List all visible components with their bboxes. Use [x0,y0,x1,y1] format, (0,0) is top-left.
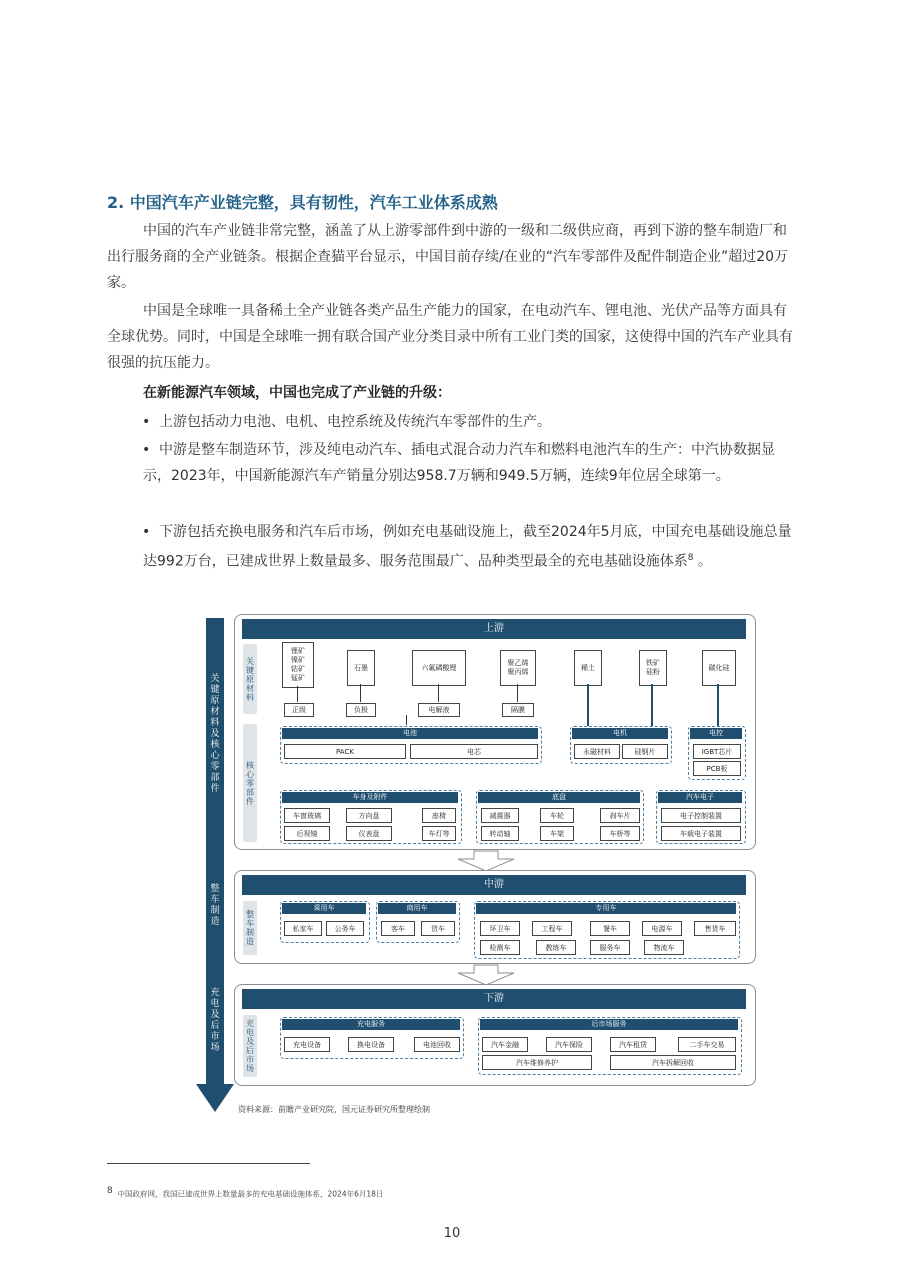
arrow [517,684,518,702]
bullet-text: 上游包括动力电池、电机、电控系统及传统汽车零部件的生产。 [159,414,551,430]
source-note: 资料来源：前瞻产业研究院，国元证券研究所整理绘制 [238,1105,430,1114]
paragraph-2: 中国是全球唯一具备稀土全产业链各类产品生产能力的国家，在电动汽车、锂电池、光伏产品等方面具有全球优势。同时，中国是全球唯一拥有联合国产业分类目录中所有工业门类的国家，这使得中国的汽车产业具有很强的抗压能力。 [107,303,793,371]
after-item: 汽车维修养护 [482,1055,592,1070]
passenger-item: 私家车 [284,921,322,936]
material-polymer: 聚乙烯 聚丙烯 [500,650,536,686]
control-title: 电控 [690,728,742,739]
after-item: 二手车交易 [678,1037,736,1052]
arrow-label-downstream: 充电及后市场 [210,988,220,1053]
chassis-item: 车轮 [540,808,574,823]
bullet-text: 下游包括充换电服务和汽车后市场，例如充电基础设施上，截至2024年5月底，中国充电基础设施总量达992万台，已建成世界上数量最多、服务范围最广、品种类型最全的充电基础设施体系$^8$ 。 [143,524,792,570]
special-item: 教练车 [536,940,576,955]
special-title: 专用车 [476,903,736,914]
section-heading: 2. 中国汽车产业链完整，具有韧性，汽车工业体系成熟 [107,193,498,212]
arrow [651,684,653,726]
material-iron-silicon: 铁矿 硅粉 [639,650,667,686]
special-item: 服务车 [590,940,630,955]
side-label-components: 核心零部件 [243,724,257,842]
component-electrolyte: 电解液 [418,703,460,717]
material-lithium: 锂矿 镍矿 钴矿 锰矿 [282,642,314,688]
arrow [360,684,361,702]
component-cathode: 正级 [284,703,314,717]
downstream-title: 下游 [242,989,746,1009]
motor-steel: 硅钢片 [622,744,668,759]
subheading: 在新能源汽车领域，中国也完成了产业链的升级： [143,385,451,401]
special-item: 餐车 [590,921,630,936]
after-item: 汽车保险 [546,1037,592,1052]
control-pcb: PCB板 [693,761,741,776]
bullet-dot: • [142,442,151,458]
charging-item: 充电设备 [284,1037,330,1052]
electronics-title: 汽车电子 [658,792,742,803]
commercial-title: 商用车 [378,903,456,914]
material-graphite: 石墨 [347,650,375,686]
motor-magnet: 永磁材料 [574,744,620,759]
bullet-3 [143,519,797,575]
body-item: 座椅 [422,808,456,823]
flow-arrow [456,964,516,986]
chassis-title: 底盘 [478,792,640,803]
arrow-label-upstream: 关键原材料及核心零部件 [210,674,220,794]
bullet-1 [143,409,797,435]
midstream-title: 中游 [242,875,746,895]
motor-title: 电机 [572,728,668,739]
chassis-item: 转动轴 [481,826,519,841]
after-item: 汽车拆解回收 [610,1055,736,1070]
arrow [438,684,439,702]
commercial-item: 货车 [421,921,455,936]
material-rare-earth: 稀土 [574,650,602,686]
paragraph-1: 中国的汽车产业链非常完整，涵盖了从上游零部件到中游的一级和二级供应商，再到下游的整车制造厂和出行服务商的全产业链条。根据企查猫平台显示，中国目前存续/在业的“汽车零部件及配件制造企业”超过20万家。 [107,223,789,291]
chassis-item: 车桥等 [600,826,640,841]
after-item: 汽车租赁 [610,1037,656,1052]
bullet-dot: • [142,414,151,430]
charging-item: 电池回收 [414,1037,460,1052]
arrow [717,684,719,726]
body-title: 车身及附件 [282,792,458,803]
chassis-item: 刹车片 [600,808,640,823]
battery-cell: 电芯 [410,744,538,759]
body-item: 方向盘 [346,808,392,823]
side-label-charging: 充电及后市场 [243,1015,257,1077]
bullet-dot: • [142,524,151,540]
electronics-item: 电子控制装置 [661,808,741,823]
industry-chain-diagram [196,614,756,1114]
component-anode: 负极 [346,703,376,717]
arrow [297,686,298,702]
charging-item: 换电设备 [348,1037,394,1052]
bullet-text: 中游是整车制造环节，涉及纯电动汽车、插电式混合动力汽车和燃料电池汽车的生产：中汽协数据显示，2023年，中国新能源汽车产销量分别达958.7万辆和949.5万辆，连续9年位居全球第一。 [143,442,775,484]
special-item: 工程车 [532,921,572,936]
special-item: 电源车 [642,921,682,936]
battery-pack: PACK [284,744,406,759]
control-igbt: IGBT芯片 [693,744,741,759]
body-item: 仪表盘 [346,826,392,841]
material-lipf6: 六氟磷酸锂 [412,650,466,686]
special-item: 环卫车 [480,921,520,936]
footnote: $^8$ 中国政府网，我国已建成世界上数量最多的充电基础设施体系，2024年6月18日 [107,1186,384,1199]
special-item: 检测车 [480,940,520,955]
special-item: 售货车 [694,921,736,936]
chassis-item: 减震器 [481,808,519,823]
charging-title: 充电服务 [282,1019,460,1030]
side-label-materials: 关键原材料 [243,644,257,714]
passenger-title: 乘用车 [282,903,366,914]
electronics-item: 车载电子装置 [661,826,741,841]
footnote-ref[interactable]: 8 [687,553,694,563]
battery-title: 电池 [282,728,538,739]
page-number: 10 [443,1226,461,1241]
special-item: 物流车 [644,940,684,955]
arrow-label-midstream: 整车制造 [210,884,220,927]
component-separator: 隔膜 [502,703,534,717]
body-item: 车窗玻璃 [284,808,330,823]
after-item: 汽车金融 [482,1037,528,1052]
chassis-item: 车架 [540,826,574,841]
passenger-item: 公务车 [326,921,364,936]
footnote-divider [107,1163,310,1164]
body-item: 后视镜 [284,826,330,841]
upstream-title: 上游 [242,619,746,639]
bullet-2 [143,437,797,489]
side-label-vehicle: 整车制造 [243,901,257,955]
after-market-title: 后市场服务 [480,1019,738,1030]
arrow [587,684,589,726]
flow-arrow [456,850,516,872]
connector [406,715,407,725]
commercial-item: 客车 [381,921,415,936]
body-item: 车灯等 [422,826,456,841]
material-sic: 碳化硅 [702,650,736,686]
